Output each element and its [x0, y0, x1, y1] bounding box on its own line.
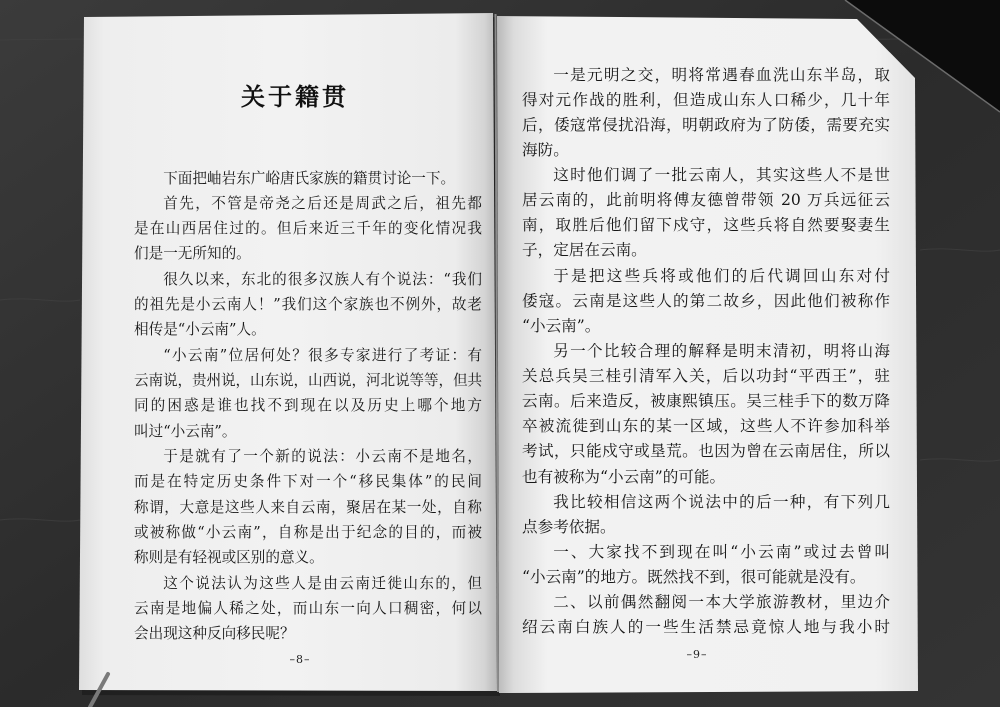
section-title: 关于籍贯: [241, 82, 349, 111]
text-line: 下面把岫岩东广峪唐氏家族的籍贯讨论一下。: [163, 169, 456, 187]
paragraph: [134, 571, 482, 647]
text-line: 也有被称为“小云南”的可能。: [522, 467, 726, 486]
text-line: 于是就有了一个新的说法：小云南不是地名，: [163, 448, 482, 466]
paragraph: [134, 191, 482, 267]
paragraph: [522, 63, 890, 164]
paragraph: [522, 590, 890, 640]
text-line: 的祖先是小云南人！”我们这个家族也不例外，故老: [134, 296, 482, 314]
text-line: 南，取胜后他们留下戍守，这些兵将自然要娶妻生: [522, 216, 890, 235]
text-line: 另一个比较合理的解释是明末清初，明将山海: [553, 341, 890, 360]
text-line: 海防。: [522, 140, 569, 159]
text-line: 一是元明之交，明将常遇春血洗山东半岛，取: [553, 65, 890, 84]
paragraph: [134, 166, 482, 191]
text-line: 很久以来，东北的很多汉族人有个说法：“我们: [163, 270, 482, 288]
text-line: 首先，不管是帝尧之后还是周武之后，祖先都: [163, 194, 482, 212]
text-line: 二、以前偶然翻阅一本大学旅游教材，里边介: [553, 593, 890, 612]
text-line: 于是把这些兵将或他们的后代调回山东对付: [553, 266, 890, 285]
text-line: 是在山西居住过的。但后来近三千年的变化情况我: [134, 220, 482, 238]
text-line: 倭寇。云南是这些人的第二故乡，因此他们被称作: [522, 291, 890, 310]
text-line: 这时他们调了一批云南人，其实这些人不是世: [553, 166, 890, 184]
paragraph: [522, 540, 890, 590]
text-line: 云南。后来造反，被康熙镇压。吴三桂手下的数万降: [522, 392, 890, 411]
paragraph: [522, 264, 890, 339]
text-line: 关总兵吴三桂引清军入关，后以功封“平西王”，驻: [522, 367, 890, 385]
text-line: 一、大家找不到现在叫“小云南”或过去曾叫: [553, 542, 890, 561]
text-line: 我比较相信这两个说法中的后一种，有下列几: [553, 492, 890, 511]
text-line: 会出现这种反向移民呢？: [134, 625, 295, 643]
text-line: 子，定居在云南。: [522, 241, 647, 260]
text-line: “小云南”。: [522, 316, 601, 335]
page-number: –9–: [686, 648, 708, 661]
paragraph: [134, 444, 482, 571]
paragraph: [134, 343, 482, 444]
text-line: 而是在特定历史条件下对一个“移民集体”的民间: [134, 473, 482, 491]
text-line: 后，倭寇常侵扰沿海，明朝政府为了防倭，需要充实: [522, 115, 890, 134]
text-line: 考试，只能戍守或垦荒。也因为曾在云南居住，所以: [522, 442, 890, 461]
text-line: 得对元作战的胜利，但造成山东人口稀少，几十年: [522, 90, 890, 109]
text-line: 称谓，大意是这些人来自云南，聚居在某一处，自称: [134, 498, 482, 516]
text-line: 称则是有轻视或区别的意义。: [134, 549, 324, 567]
paragraph: [134, 267, 482, 343]
paragraph: [522, 339, 890, 490]
text-line: 点参考依据。: [522, 517, 616, 536]
text-line: 叫过“小云南”。: [134, 422, 237, 440]
text-line: 这个说法认为这些人是由云南迁徙山东的，但: [163, 574, 482, 592]
text-line: 或被称做“小云南”，自称是出于纪念的目的，而被: [134, 524, 482, 542]
right-page-body: [522, 63, 890, 641]
paragraph: [522, 163, 890, 264]
page-number: –8–: [289, 653, 311, 666]
text-line: 居云南的，此前明将傅友德曾带领 20 万兵远征云: [522, 191, 890, 210]
text-line: 绍云南白族人的一些生活禁忌竟惊人地与我小时: [522, 618, 890, 637]
left-page-body: [134, 166, 482, 647]
text-line: 云南说，贵州说，山东说，山西说，河北说等等，但共: [134, 372, 482, 390]
text-line: “小云南”位居何处？很多专家进行了考证：有: [163, 346, 482, 364]
text-line: 卒被流徙到山东的某一区域，这些人不许参加科举: [522, 417, 890, 436]
text-line: 相传是“小云南”人。: [134, 321, 266, 339]
text-line: “小云南”的地方。既然找不到，很可能就是没有。: [522, 568, 866, 586]
paragraph: [522, 490, 890, 540]
text-line: 们是一无所知的。: [134, 245, 251, 263]
text-line: 同的困惑是谁也找不到现在以及历史上哪个地方: [134, 397, 482, 415]
text-line: 云南是地偏人稀之处，而山东一向人口稠密，何以: [134, 600, 482, 618]
